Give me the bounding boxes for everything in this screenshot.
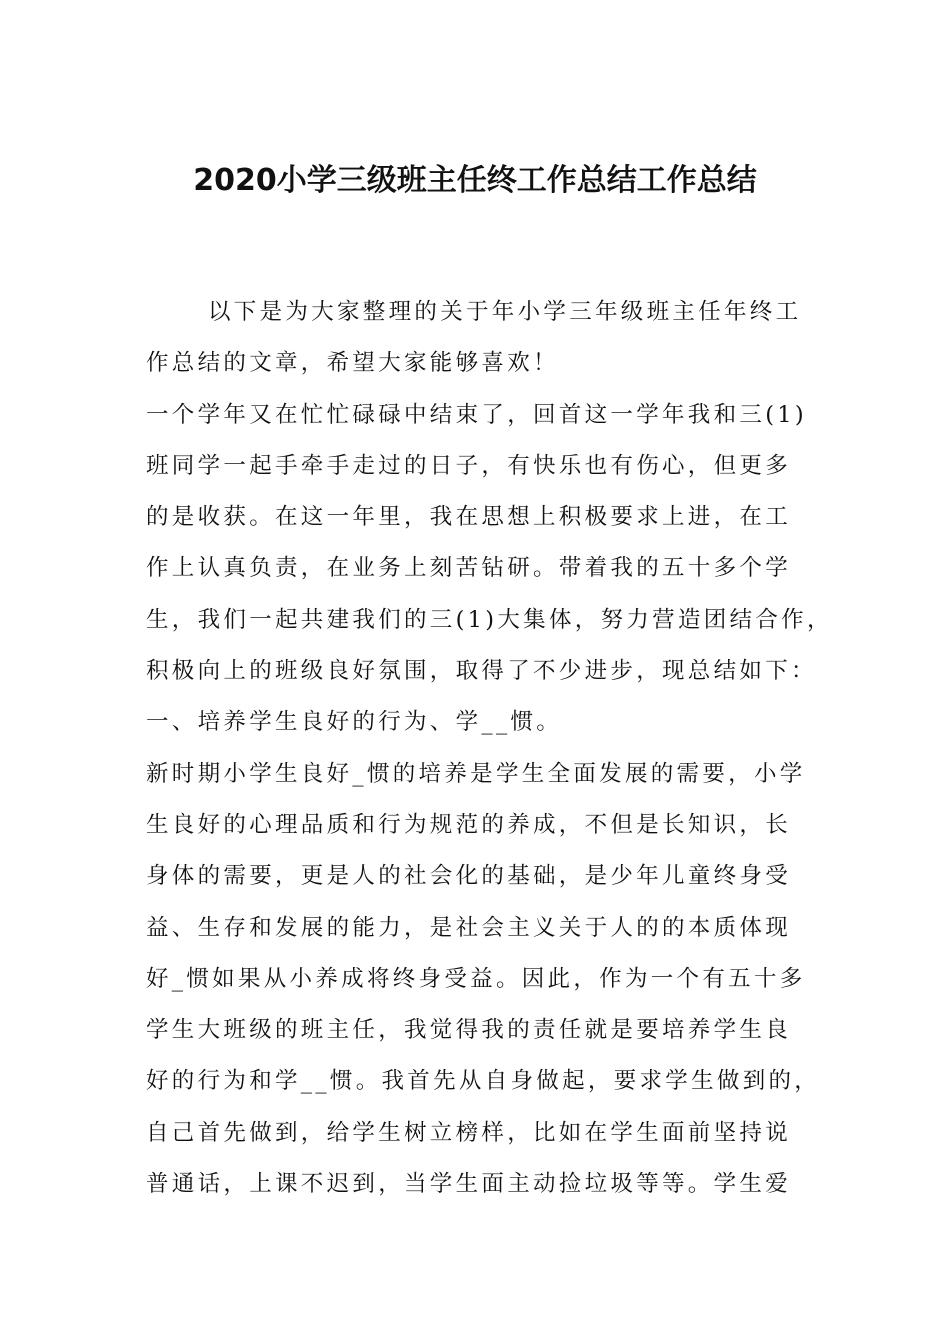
text-line: 生，我们一起共建我们的三(1)大集体，努力营造团结合作， [146, 606, 833, 633]
document-title: 2020小学三级班主任终工作总结工作总结 [193, 163, 757, 198]
text-line: 积极向上的班级良好氛围，取得了不少进步，现总结如下： [146, 658, 817, 685]
text-line: 身体的需要，更是人的社会化的基础，是少年儿童终身受 [146, 863, 792, 890]
text-line: 的是收获。在这一年里，我在思想上积极要求上进，在工 [146, 504, 792, 531]
text-line: 一个学年又在忙忙碌碌中结束了，回首这一学年我和三(1) [146, 401, 807, 428]
text-line: 以下是为大家整理的关于年小学三年级班主任年终工 [208, 299, 802, 325]
text-line: 生良好的心理品质和行为规范的养成，不但是长知识，长 [146, 811, 792, 838]
text-line: 作总结的文章，希望大家能够喜欢！ [146, 350, 559, 377]
text-line: 班同学一起手牵手走过的日子，有快乐也有伤心，但更多 [146, 452, 792, 479]
text-line: 学生大班级的班主任，我觉得我的责任就是要培养学生良 [146, 1017, 792, 1044]
document-body [146, 287, 833, 1210]
text-line: 普通话，上课不迟到，当学生面主动捡垃圾等等。学生爱 [146, 1171, 792, 1198]
text-line: 好_惯如果从小养成将终身受益。因此，作为一个有五十多 [146, 965, 806, 992]
text-line: 新时期小学生良好_惯的培养是学生全面发展的需要，小学 [146, 760, 806, 787]
text-line: 好的行为和学__惯。我首先从自身做起，要求学生做到的， [146, 1068, 821, 1095]
text-line: 自己首先做到，给学生树立榜样，比如在学生面前坚持说 [146, 1119, 792, 1146]
section-heading: 一、培养学生良好的行为、学__惯。 [146, 709, 563, 736]
text-line: 作上认真负责，在业务上刻苦钻研。带着我的五十多个学 [146, 555, 792, 582]
text-line: 益、生存和发展的能力，是社会主义关于人的的本质体现 [146, 914, 792, 941]
